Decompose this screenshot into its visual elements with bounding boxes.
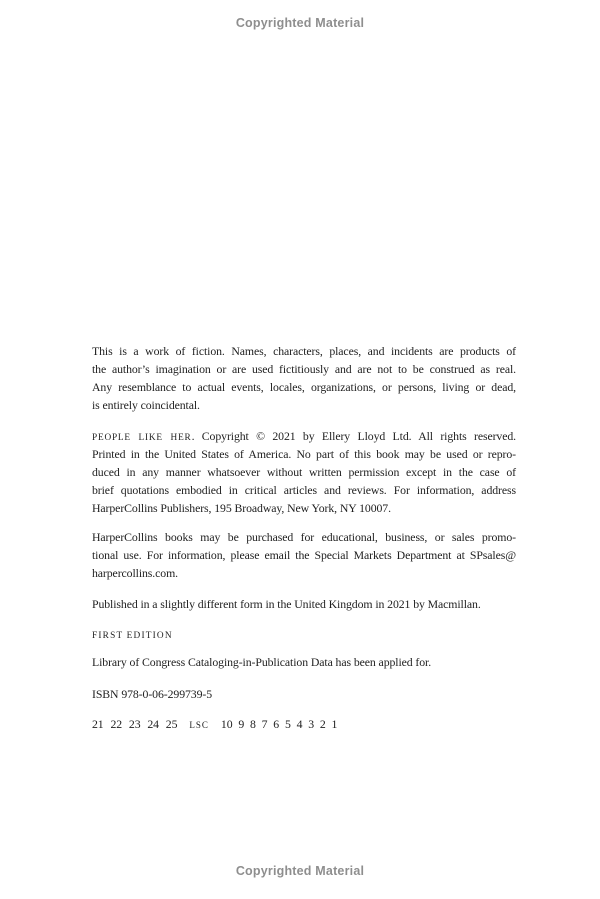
copyright-line: HarperCollins Publishers, 195 Broadway, New York, NY 10007.	[92, 501, 391, 515]
copyright-line-rest: . Copyright © 2021 by Ellery Lloyd Ltd. All rights reserved.	[191, 429, 516, 443]
copyright-line: duced in any manner whatsoever without written permission except in the case of	[92, 465, 516, 479]
uk-publication-paragraph	[92, 595, 516, 613]
disclaimer-line: the author’s imagination or are used fictitiously and are not to be construed as real.	[92, 362, 516, 376]
library-of-congress-line	[92, 653, 516, 671]
loc-text: Library of Congress Cataloging-in-Publication Data has been applied for.	[92, 655, 432, 669]
special-markets-line: tional use. For information, please email the Special Markets Department at SPsales@	[92, 548, 516, 562]
copyright-notice-paragraph	[92, 427, 516, 517]
copyright-line: brief quotations embodied in critical articles and reviews. For information, address	[92, 483, 516, 497]
disclaimer-line: This is a work of fiction. Names, characters, places, and incidents are products of	[92, 344, 516, 358]
special-markets-line: HarperCollins books may be purchased for educational, business, or sales promo-	[92, 530, 516, 544]
disclaimer-line: Any resemblance to actual events, locales, organizations, or persons, living or dead,	[92, 380, 516, 394]
isbn-text: ISBN 978-0-06-299739-5	[92, 687, 213, 701]
special-markets-paragraph	[92, 528, 516, 582]
copyright-line: Printed in the United States of America. No part of this book may be used or repro-	[92, 447, 516, 461]
printing-history-line	[92, 715, 516, 734]
printing-years: 21 22 23 24 25	[92, 717, 178, 731]
disclaimer-line: is entirely coincidental.	[92, 398, 200, 412]
book-title-small-caps: PEOPLE LIKE HER	[92, 433, 192, 443]
edition-notice	[92, 627, 516, 645]
uk-publication-line: Published in a slightly different form in the United Kingdom in 2021 by Macmillan.	[92, 597, 481, 611]
printer-code-small-caps: LSC	[189, 720, 209, 730]
first-edition-label: FIRST EDITION	[92, 631, 173, 641]
copyrighted-material-watermark-bottom: Copyrighted Material	[235, 864, 365, 878]
copyright-text-block	[92, 342, 516, 734]
copyrighted-material-watermark-top: Copyrighted Material	[235, 16, 365, 30]
special-markets-line: harpercollins.com.	[92, 566, 178, 580]
isbn-line	[92, 685, 516, 703]
fiction-disclaimer-paragraph	[92, 342, 516, 414]
copyright-line	[92, 427, 516, 445]
print-run-numbers: 10 9 8 7 6 5 4 3 2 1	[220, 717, 338, 731]
